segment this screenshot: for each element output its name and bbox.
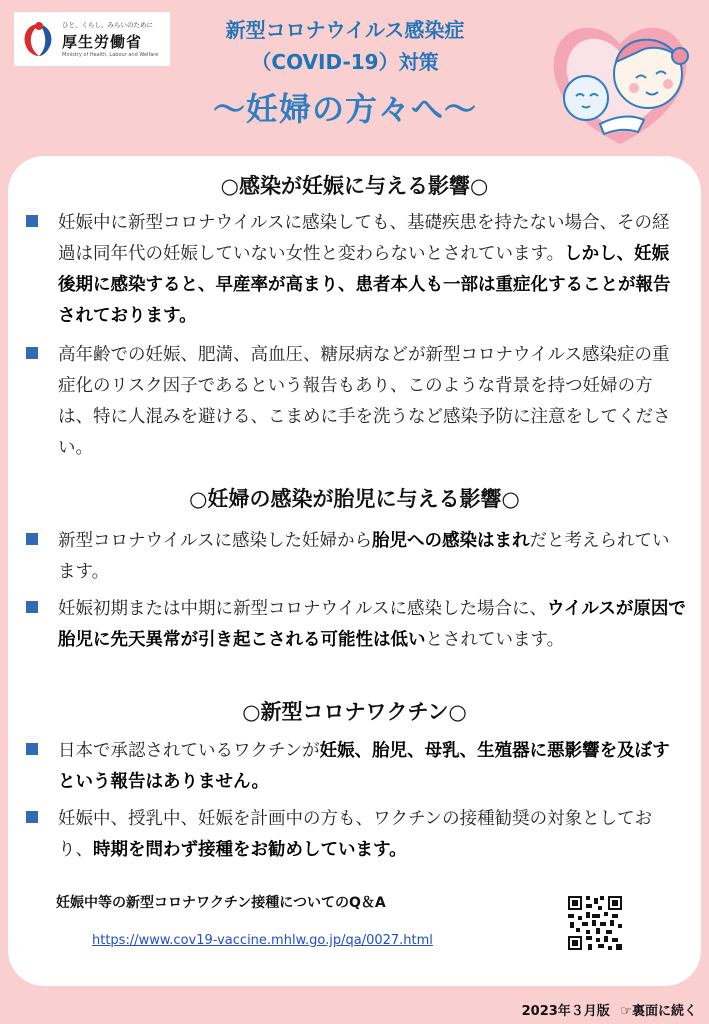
item-text bbox=[58, 340, 686, 464]
logo-ministry-name: 厚生労働省 bbox=[62, 33, 143, 51]
list-item bbox=[26, 526, 686, 588]
text-run-bold: 妊娠、胎児、母乳、生殖器に悪影響を及ぼすという報告はありません。 bbox=[58, 741, 670, 792]
mother-baby-illustration bbox=[540, 4, 700, 154]
continue-label: 裏面に続く bbox=[631, 1004, 697, 1019]
list-item bbox=[26, 340, 686, 464]
list-item bbox=[26, 208, 686, 332]
item-text bbox=[58, 526, 686, 588]
text-run: だと考えられています。 bbox=[58, 531, 670, 582]
text-run: 新型コロナウイルスに感染した妊婦から bbox=[58, 531, 372, 551]
pointing-hand-icon: ☞ bbox=[620, 1004, 632, 1019]
list-item bbox=[26, 594, 686, 656]
text-run: 日本で承認されているワクチンが bbox=[58, 741, 320, 761]
bullet-icon bbox=[26, 811, 38, 823]
text-run: 高年齢での妊娠、肥満、高血圧、糖尿病などが新型コロナウイルス感染症の重症化のリスク因子であるという報告もあり、このような背景を持つ妊婦の方は、特に人混みを避ける、こまめに手を洗うなど感染予防に注意をしてください。 bbox=[58, 345, 671, 458]
item-text bbox=[58, 736, 686, 798]
text-run-bold: しかし、妊娠後期に感染すると、早産率が高まり、患者本人も一部は重症化することが報告されております。 bbox=[58, 244, 671, 326]
list-item bbox=[26, 804, 686, 866]
mhlw-logo bbox=[14, 12, 170, 66]
content-panel bbox=[8, 156, 701, 986]
text-run-bold: 時期を問わず接種をお勧めしています。 bbox=[93, 840, 407, 860]
logo-tagline: ひと、くらし、みらいのために bbox=[62, 21, 153, 29]
bullet-icon bbox=[26, 347, 38, 359]
title-line-2: （COVID-19）対策 bbox=[251, 50, 439, 74]
qr-code-icon[interactable] bbox=[566, 894, 624, 952]
text-run-bold: 胎児への感染はまれ bbox=[371, 531, 530, 551]
bullet-icon bbox=[26, 743, 38, 755]
footer bbox=[522, 1000, 697, 1019]
section-heading-pregnancy-impact: ○感染が妊娠に与える影響○ bbox=[220, 174, 489, 198]
list-item bbox=[26, 736, 686, 798]
bullet-icon bbox=[26, 601, 38, 613]
item-text bbox=[58, 804, 686, 866]
text-run: 妊娠中に新型コロナウイルスに感染しても、基礎疾患を持たない場合、その経過は同年代の妊娠していない女性と変わらないとされています。 bbox=[58, 213, 670, 264]
text-run-bold: ウイルスが原因で胎児に先天異常が引き起こされる可能性は低い bbox=[58, 599, 686, 650]
bullet-icon bbox=[26, 533, 38, 545]
bullet-icon bbox=[26, 215, 38, 227]
item-text bbox=[58, 594, 686, 656]
qa-link[interactable]: https://www.cov19-vaccine.mhlw.go.jp/qa/0027.html bbox=[92, 933, 433, 948]
text-run: とされています。 bbox=[425, 630, 565, 650]
edition-label: 2023年３月版 bbox=[521, 1004, 610, 1019]
item-text bbox=[58, 208, 686, 332]
section-heading-vaccine: ○新型コロナワクチン○ bbox=[242, 700, 467, 724]
text-run: 妊娠初期または中期に新型コロナウイルスに感染した場合に、 bbox=[58, 599, 547, 619]
qa-title: 妊娠中等の新型コロナワクチン接種についてのQ＆A bbox=[56, 895, 386, 911]
title-line-1: 新型コロナウイルス感染症 bbox=[225, 18, 465, 42]
logo-english-name: Ministry of Health, Labour and Welfare bbox=[62, 52, 159, 58]
page-title: ～妊婦の方々へ～ bbox=[212, 90, 477, 128]
text-run: 妊娠中、授乳中、妊娠を計画中の方も、ワクチンの接種勧奨の対象としており、 bbox=[58, 809, 653, 860]
section-heading-fetus-impact: ○妊婦の感染が胎児に与える影響○ bbox=[189, 487, 520, 511]
mhlw-emblem-icon bbox=[20, 18, 58, 60]
